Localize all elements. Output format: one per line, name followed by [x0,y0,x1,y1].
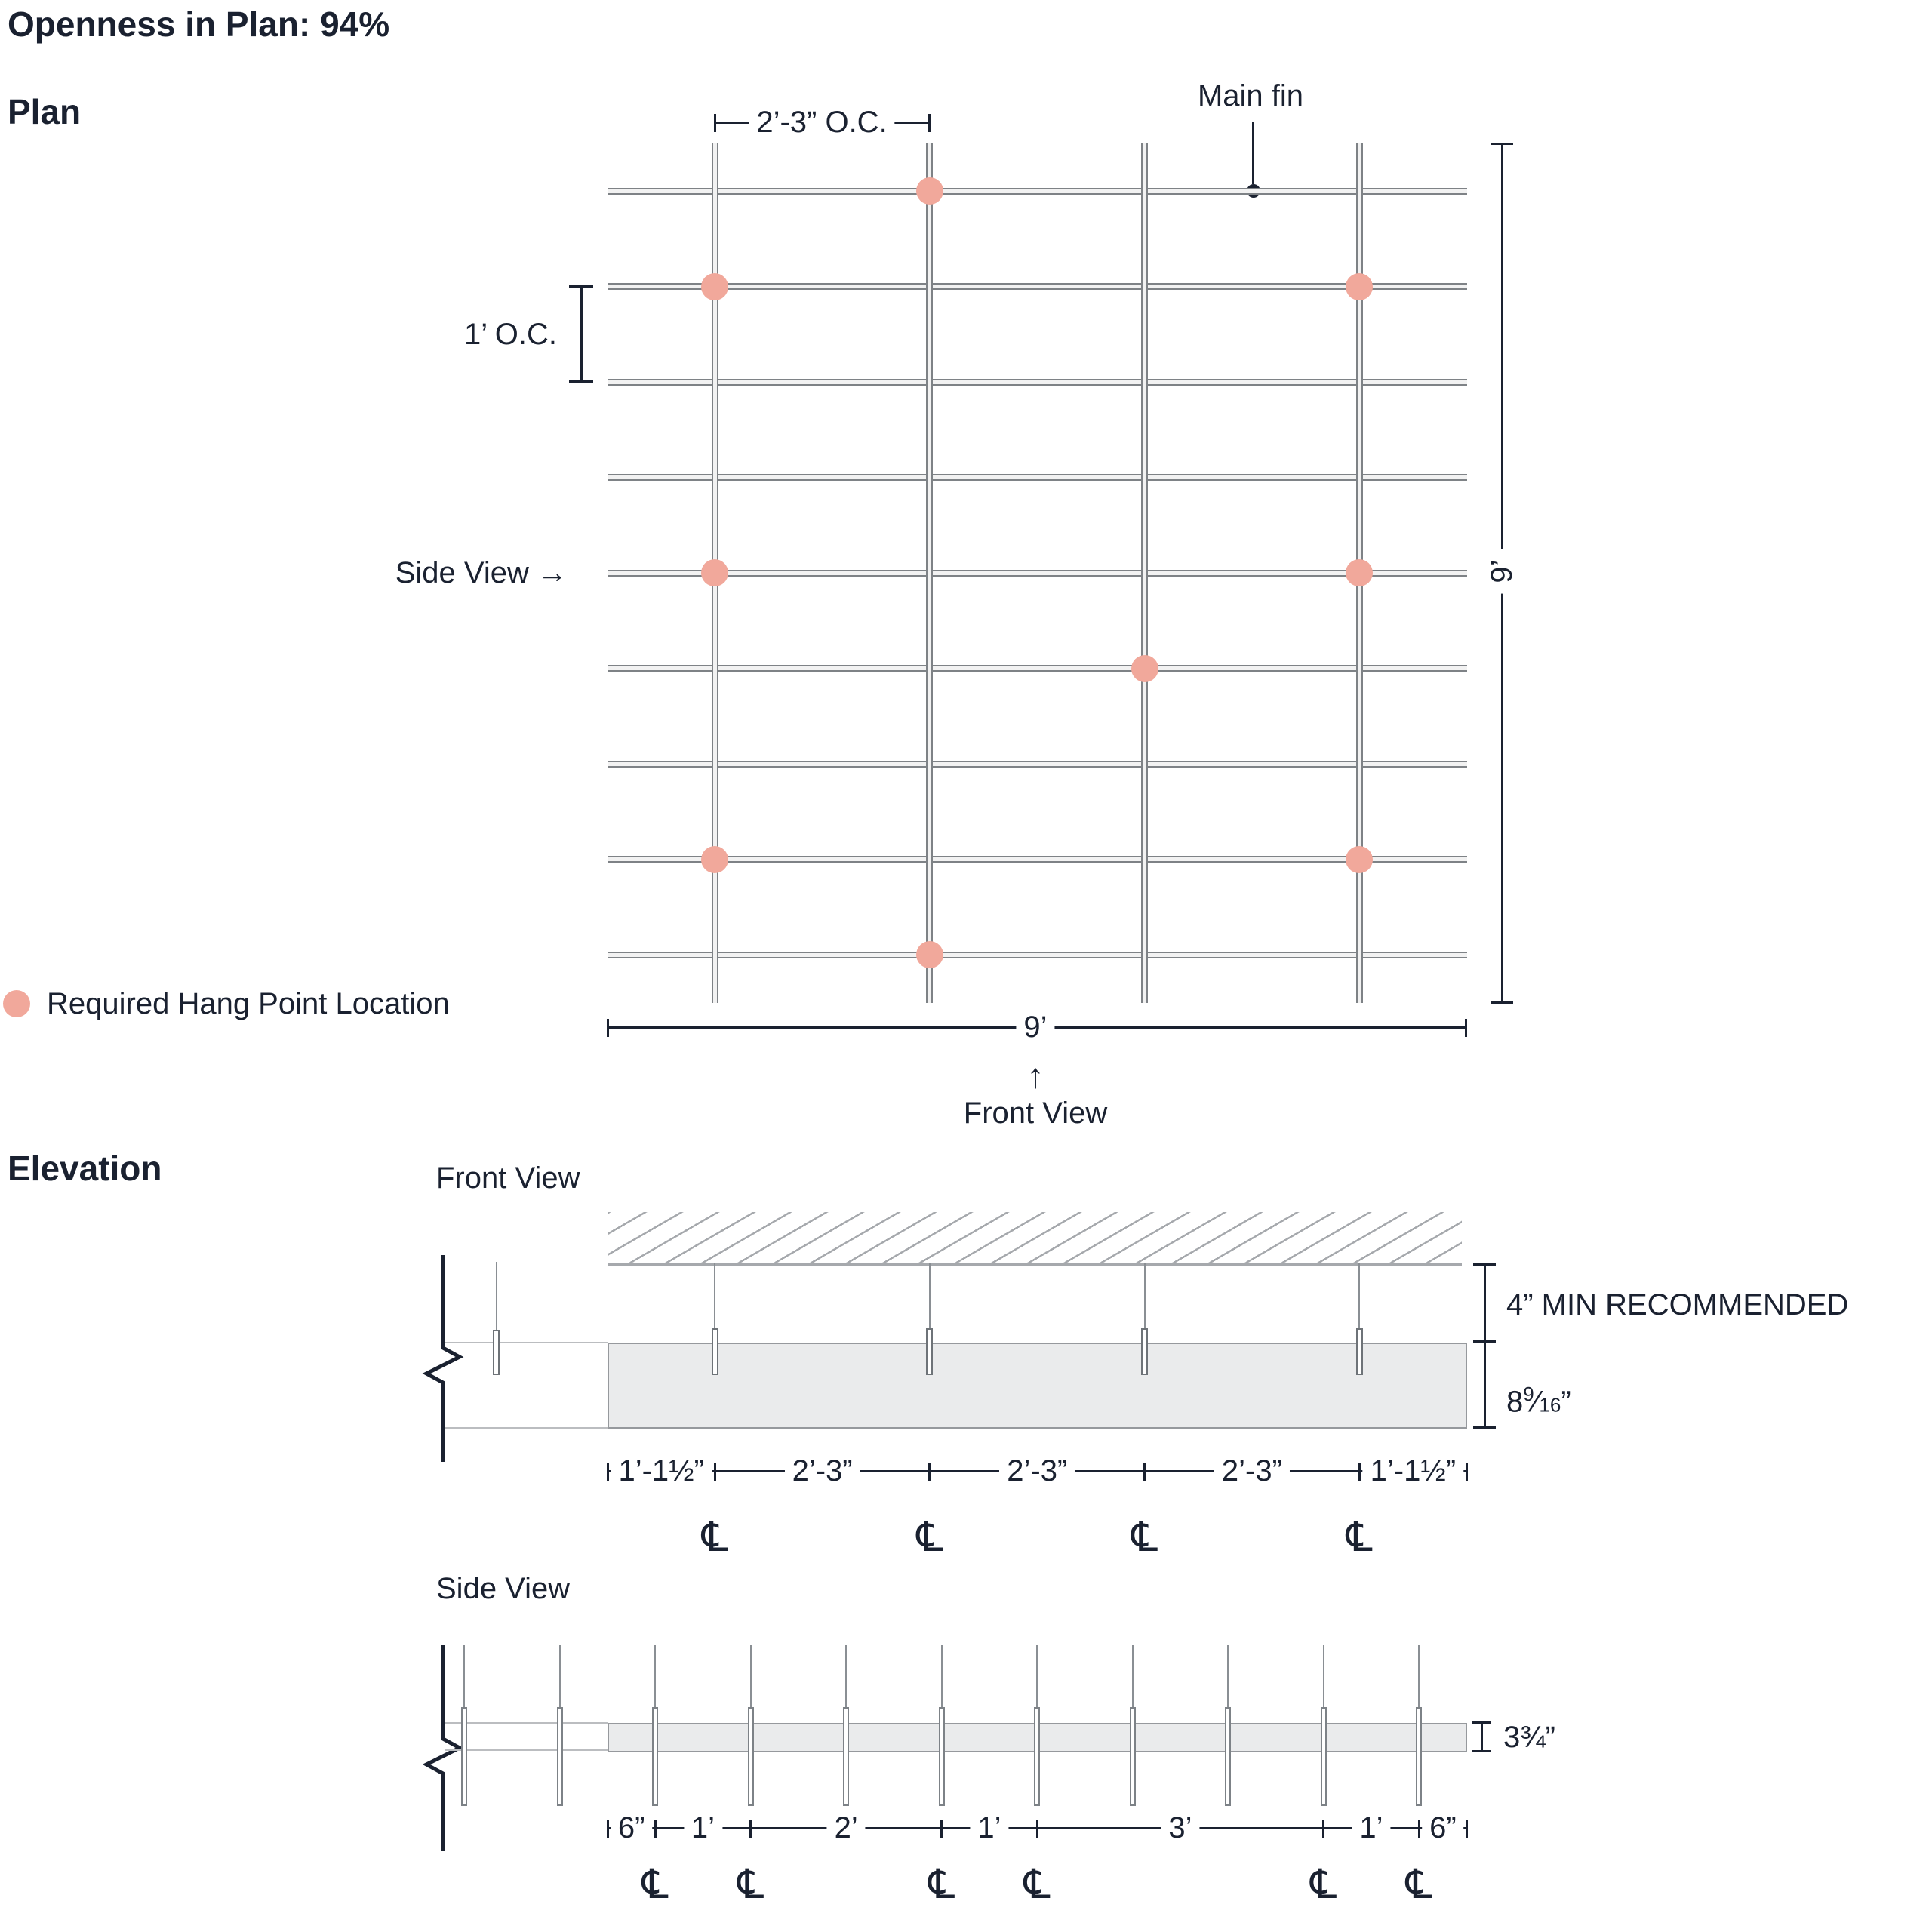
fin-blade [461,1707,467,1806]
plan-main-fin-row [608,283,1467,290]
hang-point-dot [916,941,943,968]
fv-tick-panel-bottom [1473,1426,1496,1429]
hang-point-dot [1346,273,1373,300]
elevation-heading: Elevation [8,1149,162,1188]
hanger-pin [1141,1328,1148,1375]
centerline-symbol: ℄ [928,1860,955,1908]
fv-dim-label: 2’-3” [1214,1454,1290,1488]
legend-label: Required Hang Point Location [47,987,450,1020]
centerline-symbol: ℄ [701,1513,728,1561]
sv-dim-label: 1’ [970,1810,1008,1845]
fin-blade [1034,1707,1040,1806]
plan-front-view-caption: Front View [963,1097,1108,1130]
fin-blade [939,1707,945,1806]
row-spacing-label: 1’ O.C. [464,318,557,351]
centerline-symbol: ℄ [1346,1513,1373,1561]
legend-hang-point-dot-icon [3,990,30,1017]
panel-height-denominator: 16 [1539,1393,1561,1417]
fin-blade [1130,1707,1136,1806]
main-fin-label: Main fin [1197,79,1304,112]
plan-main-fin-row [608,665,1467,672]
centerline-symbol: ℄ [916,1513,943,1561]
rail-continuation-bottom-line [445,1749,608,1751]
plan-main-fin-row [608,379,1467,386]
up-arrow-icon: ↑ [1026,1056,1044,1095]
page-title: Openness in Plan: 94% [8,5,390,44]
plan-main-fin-row [608,570,1467,577]
plan-main-fin-row [608,761,1467,768]
sv-dim-tick [749,1820,752,1838]
sv-dim-label: 1’ [684,1810,722,1845]
sv-dim-tick [1036,1820,1038,1838]
baffle-panel-front [608,1343,1467,1429]
fv-dim-label: 2’-3” [999,1454,1075,1488]
fin-blade [557,1707,563,1806]
panel-continuation-top-line [445,1342,608,1343]
centerline-symbol: ℄ [1310,1860,1337,1908]
panel-height-label: $8^9⁄16$” [1506,1383,1571,1419]
plan-height-tick-bottom [1491,1001,1513,1004]
fv-dim-tick [1466,1463,1468,1481]
rail-continuation-top-line [445,1722,608,1724]
fin-wire [941,1645,943,1710]
side-view-section-label: Side View [436,1572,571,1605]
sv-dim-label: 3’ [1161,1810,1199,1845]
panel-height-numerator: 9 [1523,1383,1534,1405]
hang-point-dot [916,177,943,205]
fv-dim-label: 1’-1½” [611,1454,711,1488]
fin-blade [748,1707,754,1806]
plan-height-tick-top [1491,143,1513,145]
fin-spacing-label: 2’-3” O.C. [749,105,894,140]
sv-dim-label: 6” [611,1810,653,1845]
fv-tick-ceiling [1473,1263,1496,1266]
centerline-symbol: ℄ [641,1860,669,1908]
stub-hanger-pin [493,1330,500,1375]
fv-tick-panel-top [1473,1340,1496,1343]
plan-main-fin-row [608,474,1467,481]
fin-wire [750,1645,752,1710]
panel-continuation-bottom-line [445,1427,608,1429]
plan-main-fin-row [608,856,1467,863]
fin-blade [843,1707,849,1806]
fin-wire [1227,1645,1229,1710]
centerline-symbol: ℄ [1405,1860,1432,1908]
fin-wire [654,1645,656,1710]
centerline-symbol: ℄ [1131,1513,1158,1561]
hanger-pin [1356,1328,1363,1375]
side-view-direction-label: Side View → [395,556,568,589]
sv-thickness-dim-line [1481,1723,1483,1752]
fv-dim-tick [1358,1463,1361,1481]
sv-dim-tick [940,1820,943,1838]
sv-dim-tick [1466,1820,1468,1838]
plan-heading: Plan [8,92,82,131]
fv-dim-tick [607,1463,609,1481]
hanger-wire [1358,1263,1360,1330]
hanger-pin [712,1328,718,1375]
fin-blade [652,1707,658,1806]
fin-spacing-tick-right [928,114,931,132]
plan-cross-member [926,143,933,1003]
fin-wire [1418,1645,1420,1710]
sv-dim-label: 2’ [827,1810,866,1845]
hang-point-dot [1131,655,1158,682]
plan-main-fin-row [608,952,1467,958]
centerline-symbol: ℄ [737,1860,764,1908]
fv-dim-tick [1143,1463,1146,1481]
panel-height-whole: 8 [1506,1385,1524,1419]
fin-wire [1132,1645,1134,1710]
sv-dim-tick [1322,1820,1324,1838]
fin-wire [1323,1645,1324,1710]
hanger-pin [926,1328,933,1375]
sv-thickness-tick-top [1472,1721,1491,1724]
sv-dim-label: 1’ [1352,1810,1390,1845]
fv-right-dim-line [1484,1265,1486,1429]
row-spacing-tick-bottom [569,380,593,383]
fv-dim-label: 1’-1½” [1363,1454,1463,1488]
fv-dim-tick [928,1463,931,1481]
sv-dim-tick [654,1820,657,1838]
fin-wire [845,1645,847,1710]
hang-point-dot [1346,846,1373,873]
fin-blade [1225,1707,1231,1806]
stub-hanger-wire [496,1262,497,1331]
sv-dim-tick [607,1820,609,1838]
fin-thickness-label: 3¾” [1503,1721,1555,1754]
sv-dim-tick [1418,1820,1420,1838]
hanger-wire [929,1263,931,1330]
hang-point-dot [701,846,728,873]
sv-dim-label: 6” [1422,1810,1464,1845]
hang-point-dot [1346,559,1373,586]
plan-width-tick-left [607,1019,609,1037]
plan-main-fin-row [608,188,1467,195]
front-view-section-label: Front View [436,1161,580,1195]
fv-dim-tick [714,1463,716,1481]
fin-wire [1036,1645,1038,1710]
main-fin-leader-line [1252,122,1254,184]
hanger-wire [714,1263,715,1330]
panel-height-unit: ” [1561,1385,1571,1419]
plan-width-tick-right [1465,1019,1467,1037]
fin-blade [1321,1707,1327,1806]
hanger-wire [1144,1263,1146,1330]
row-spacing-dim-line [580,287,583,382]
fin-wire [559,1645,561,1710]
ceiling-hatch [608,1212,1462,1266]
fin-spacing-tick-left [714,114,716,132]
plan-cross-member [1141,143,1148,1003]
hang-point-dot [701,559,728,586]
sv-thickness-tick-bottom [1472,1750,1491,1752]
plan-width-label: 9’ [1016,1010,1054,1044]
plan-height-label: 9’ [1484,549,1519,593]
gap-dimension-label: 4” MIN RECOMMENDED [1506,1288,1849,1321]
hang-point-dot [701,273,728,300]
centerline-symbol: ℄ [1023,1860,1051,1908]
break-line-side [415,1638,468,1864]
break-line-front [415,1245,468,1472]
fv-dim-label: 2’-3” [785,1454,860,1488]
fin-wire [463,1645,465,1710]
fin-blade [1416,1707,1422,1806]
row-spacing-tick-top [569,285,593,288]
